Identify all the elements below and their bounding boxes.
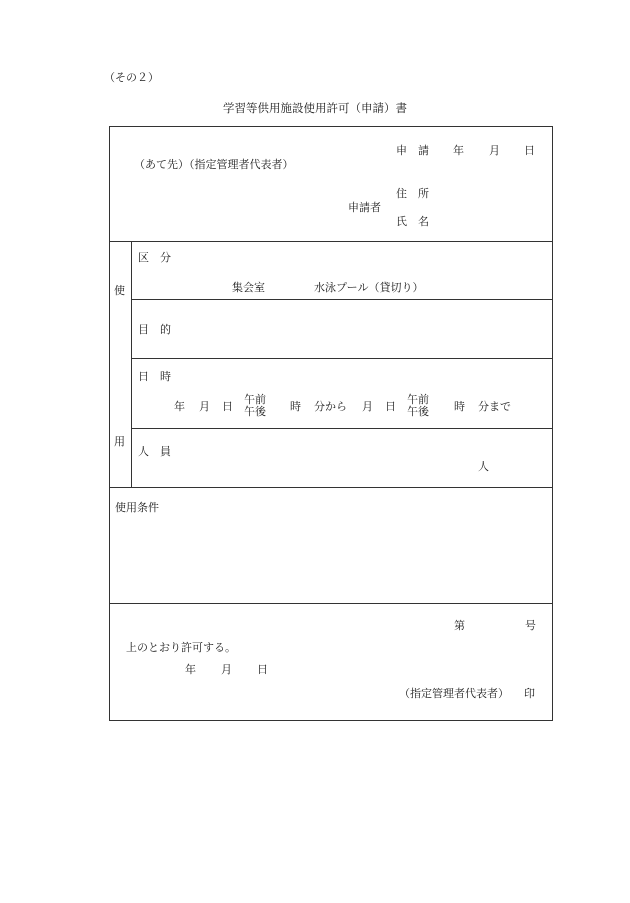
permit-number-suffix: 号 bbox=[525, 619, 536, 632]
permit-day: 日 bbox=[257, 663, 268, 676]
datetime-minute-from: 分から bbox=[314, 400, 347, 413]
category-option-meeting-room: 集会室 bbox=[232, 281, 265, 294]
table-border-left bbox=[109, 126, 110, 721]
datetime-day: 日 bbox=[222, 400, 233, 413]
table-border-bottom bbox=[109, 720, 553, 721]
usage-vertical-label-bottom: 用 bbox=[114, 435, 125, 448]
category-label: 区 分 bbox=[138, 251, 171, 264]
purpose-label: 目 的 bbox=[138, 323, 171, 336]
datetime-hour-start: 時 bbox=[290, 400, 301, 413]
pm-label: 午後 bbox=[244, 405, 266, 418]
divider-usage-column bbox=[131, 241, 132, 487]
datetime-month: 月 bbox=[199, 400, 210, 413]
application-date-label: 申 請 bbox=[396, 144, 429, 157]
table-border-right bbox=[552, 126, 553, 721]
datetime-label: 日 時 bbox=[138, 370, 171, 383]
divider-conditions bbox=[109, 603, 553, 604]
datetime-ampm-end bbox=[407, 394, 429, 418]
page-label: （その２） bbox=[104, 71, 159, 84]
divider-category bbox=[131, 299, 553, 300]
divider-usage bbox=[109, 487, 553, 488]
category-option-pool: 水泳プール（貸切り） bbox=[314, 281, 424, 294]
table-border-top bbox=[109, 126, 553, 127]
am-label-end: 午前 bbox=[407, 393, 429, 406]
people-label: 人 員 bbox=[138, 445, 171, 458]
datetime-year: 年 bbox=[174, 400, 185, 413]
permit-month: 月 bbox=[221, 663, 232, 676]
applicant-label: 申請者 bbox=[348, 201, 381, 214]
conditions-label: 使用条件 bbox=[115, 501, 159, 514]
datetime-ampm-start bbox=[244, 394, 266, 418]
am-label: 午前 bbox=[244, 393, 266, 406]
permit-statement: 上のとおり許可する。 bbox=[126, 641, 236, 654]
address-label: 住 所 bbox=[396, 187, 429, 200]
permit-year: 年 bbox=[185, 663, 196, 676]
datetime-hour-end: 時 bbox=[454, 400, 465, 413]
seal-mark: 印 bbox=[524, 687, 535, 700]
permit-number-prefix: 第 bbox=[454, 619, 465, 632]
application-year: 年 bbox=[453, 144, 464, 157]
divider-purpose bbox=[131, 358, 553, 359]
divider-datetime bbox=[131, 428, 553, 429]
application-month: 月 bbox=[489, 144, 500, 157]
datetime-minute-until: 分まで bbox=[478, 400, 511, 413]
permit-issuer: （指定管理者代表者） bbox=[399, 687, 509, 700]
usage-vertical-label-top: 使 bbox=[114, 284, 125, 297]
name-label: 氏 名 bbox=[396, 215, 429, 228]
datetime-month-end: 月 bbox=[362, 400, 373, 413]
people-unit: 人 bbox=[478, 460, 489, 473]
divider-application bbox=[109, 241, 553, 242]
application-day: 日 bbox=[524, 144, 535, 157]
addressee: （あて先）（指定管理者代表者） bbox=[134, 158, 294, 171]
pm-label-end: 午後 bbox=[407, 405, 429, 418]
datetime-day-end: 日 bbox=[385, 400, 396, 413]
form-title: 学習等供用施設使用許可（申請）書 bbox=[223, 101, 407, 115]
